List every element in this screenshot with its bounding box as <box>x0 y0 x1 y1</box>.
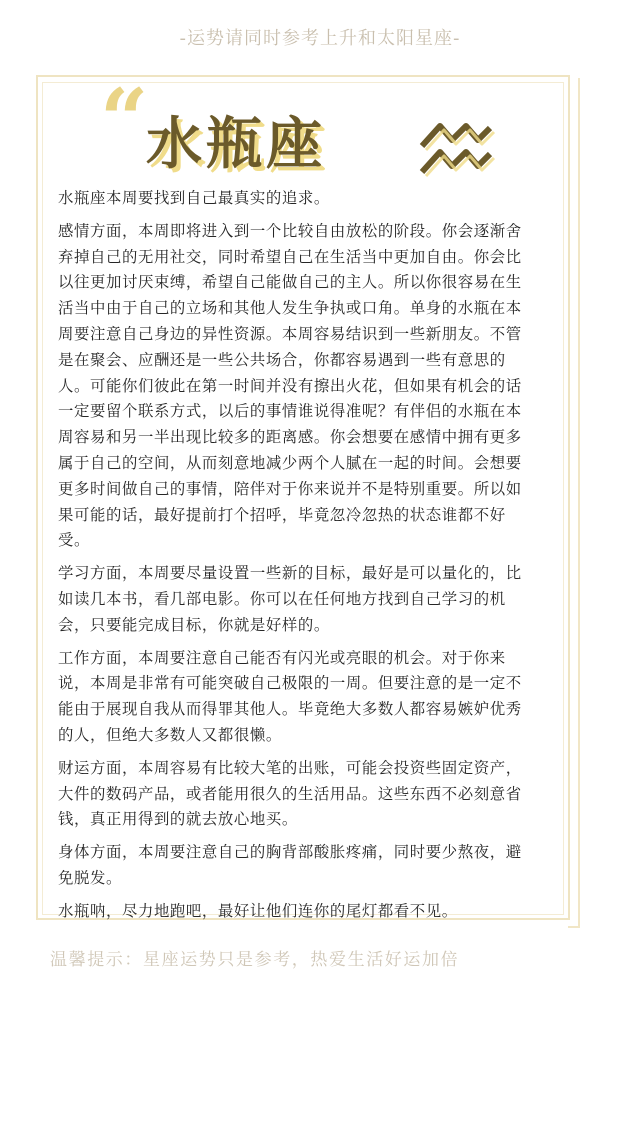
horoscope-body <box>58 186 528 932</box>
work-paragraph: 工作方面，本周要注意自己能否有闪光或亮眼的机会。对于你来说，本周是非常有可能突破自己极限的一周。但要注意的是一定不能由于展现自我从而得罪其他人。毕竟绝大多数人都容易嫉妒优秀的人，但绝大多数人又都很懒。 <box>58 648 522 744</box>
top-banner: -运势请同时参考上升和太阳星座- <box>179 28 461 49</box>
closing-paragraph: 水瓶呐，尽力地跑吧，最好让他们连你的尾灯都看不见。 <box>58 901 458 920</box>
footer-tip: 温馨提示：星座运势只是参考，热爱生活好运加倍 <box>50 950 460 970</box>
intro-paragraph: 水瓶座本周要找到自己最真实的追求。 <box>58 189 330 207</box>
love-paragraph: 感情方面，本周即将进入到一个比较自由放松的阶段。你会逐渐舍弃掉自己的无用社交，同时希望自己在生活当中更加自由。你会比以往更加讨厌束缚，希望自己能做自己的主人。所以你很容易在生活当中由于自己的立场和其他人发生争执或口角。单身的水瓶在本周要注意自己身边的异性资源。本周容易结识到一些新朋友。不管是在聚会、应酬还是一些公共场合，你都容易遇到一些有意思的人。可能你们彼此在第一时间并没有擦出火花，但如果有机会的话一定要留个联系方式，以后的事情谁说得准呢？有伴侣的水瓶在本周容易和另一半出现比较多的距离感。你会想要在感情中拥有更多属于自己的空间，从而刻意地减少两个人腻在一起的时间。会想要更多时间做自己的事情，陪伴对于你来说并不是特别重要。所以如果可能的话，最好提前打个招呼，毕竟忽冷忽热的状态谁都不好受。 <box>58 221 522 550</box>
sign-title: 水瓶座 <box>146 112 326 177</box>
quote-mark: “ <box>100 70 149 169</box>
study-paragraph: 学习方面，本周要尽量设置一些新的目标，最好是可以量化的，比如读几本书，看几部电影。你可以在任何地方找到自己学习的机会，只要能完成目标，你就是好样的。 <box>58 564 522 634</box>
wealth-paragraph: 财运方面，本周容易有比较大笔的出账，可能会投资些固定资产，大件的数码产品，或者能用很久的生活用品。这些东西不必刻意省钱，真正用得到的就去放心地买。 <box>58 758 522 829</box>
health-paragraph: 身体方面，本周要注意自己的胸背部酸胀疼痛，同时要少熬夜，避免脱发。 <box>58 843 522 887</box>
aquarius-symbol-icon <box>416 120 496 186</box>
